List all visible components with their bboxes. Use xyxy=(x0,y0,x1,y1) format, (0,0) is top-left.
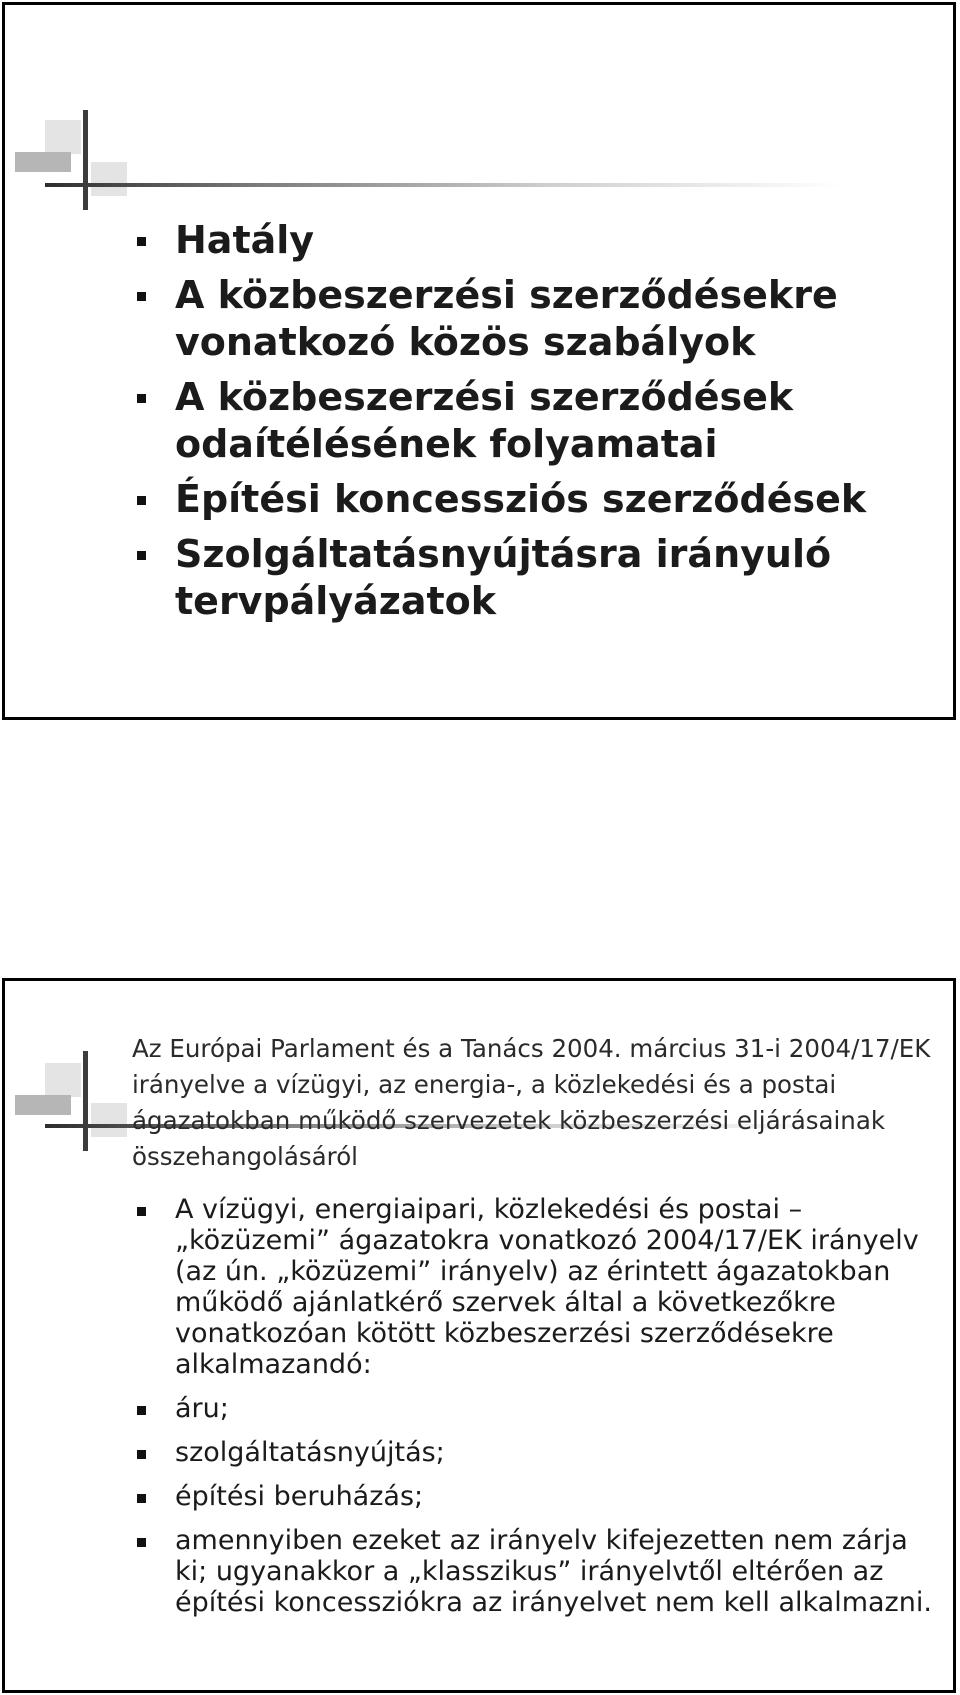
slide-1-bullet-list xyxy=(137,217,927,633)
list-item xyxy=(137,1194,937,1380)
list-item-text: amennyiben ezeket az irányelv kifejezetten nem zárja ki; ugyanakkor a „klasszikus” irányelvtől eltérően az építési koncessziókra az irányelvet nem kell alkalmazni. xyxy=(175,1525,932,1618)
bullet-square-icon xyxy=(137,394,146,403)
bullet-square-icon xyxy=(137,1207,146,1216)
list-item xyxy=(137,531,927,625)
list-item-text: A vízügyi, energiaipari, közlekedési és postai – „közüzemi” ágazatokra vonatkozó 2004/17/EK irányelv (az ún. „közüzemi” irányelv) az érintett ágazatokban működő ajánlatkérő szervek által a következőkre vonatkozóan kötött közbeszerzési szerződésekre alkalmazandó: xyxy=(175,1194,919,1380)
list-item xyxy=(137,1525,937,1618)
bullet-square-icon xyxy=(137,237,146,246)
list-item-text: Szolgáltatásnyújtásra irányuló tervpályázatok xyxy=(175,532,832,623)
list-item xyxy=(137,217,927,264)
list-item-text: szolgáltatásnyújtás; xyxy=(175,1437,445,1468)
list-item-text: A közbeszerzési szerződésekre vonatkozó közös szabályok xyxy=(175,273,838,364)
list-item xyxy=(137,1437,937,1468)
list-item-text: A közbeszerzési szerződések odaítélésének folyamatai xyxy=(175,375,794,466)
list-item-text: építési beruházás; xyxy=(175,1481,424,1512)
bullet-square-icon xyxy=(137,1494,146,1503)
slide-2-bullet-list xyxy=(137,1194,937,1631)
list-item xyxy=(137,1393,937,1424)
bullet-square-icon xyxy=(137,292,146,301)
list-item xyxy=(137,272,927,366)
list-item-text: Építési koncessziós szerződések xyxy=(175,477,867,521)
bullet-square-icon xyxy=(137,1450,146,1459)
bullet-square-icon xyxy=(137,1406,146,1415)
list-item-text: Hatály xyxy=(175,218,315,262)
list-item xyxy=(137,476,927,523)
bullet-square-icon xyxy=(137,551,146,560)
list-item xyxy=(137,374,927,468)
bullet-square-icon xyxy=(137,496,146,505)
slide-1 xyxy=(2,2,956,720)
bullet-square-icon xyxy=(137,1538,146,1547)
list-item-text: áru; xyxy=(175,1393,229,1424)
list-item xyxy=(137,1481,937,1512)
slide-2 xyxy=(2,978,956,1693)
slide-corner-ornament xyxy=(5,100,955,230)
slide-2-title: Az Európai Parlament és a Tanács 2004. március 31-i 2004/17/EK irányelve a vízügyi, az energia-, a közlekedési és a postai ágazatokban működő szervezetek közbeszerzési eljárásainak összehangolásáról xyxy=(132,1034,931,1171)
